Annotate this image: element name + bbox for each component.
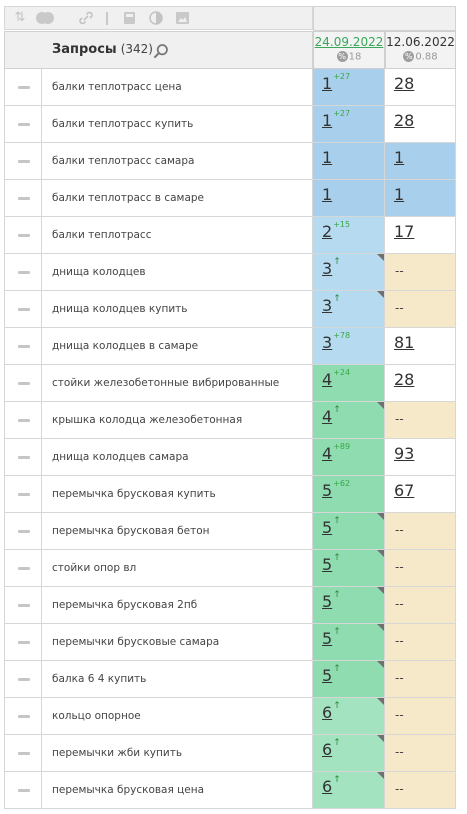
position-cell-date-2[interactable]	[385, 291, 456, 328]
drag-handle-icon	[18, 160, 30, 163]
position-value[interactable]: 81	[394, 333, 415, 352]
position-value[interactable]	[322, 592, 341, 611]
position-cell-date-1[interactable]	[313, 735, 385, 772]
drag-handle-icon	[18, 197, 30, 200]
position-value[interactable]	[322, 481, 350, 500]
row-drag-handle[interactable]	[4, 624, 42, 661]
drag-handle-icon	[18, 604, 30, 607]
position-value[interactable]: 1	[394, 185, 405, 204]
position-number: 6	[322, 703, 333, 722]
position-number: 6	[322, 740, 333, 759]
position-change: ↑	[333, 664, 341, 674]
positions-table	[4, 6, 456, 814]
query-text[interactable]: перемычки жби купить	[42, 735, 313, 772]
position-value[interactable]	[322, 555, 341, 574]
new-entry-marker	[377, 587, 384, 594]
query-text[interactable]: перемычка брусковая цена	[42, 772, 313, 809]
position-value[interactable]	[322, 222, 350, 241]
drag-handle-icon	[18, 123, 30, 126]
position-cell-date-2[interactable]	[385, 328, 456, 365]
new-entry-marker	[377, 624, 384, 631]
queries-label: Запросы	[52, 42, 117, 57]
calculator-icon[interactable]	[122, 11, 136, 25]
position-cell-date-1[interactable]	[313, 661, 385, 698]
row-drag-handle[interactable]	[4, 439, 42, 476]
row-drag-handle[interactable]	[4, 217, 42, 254]
position-cell-date-1[interactable]	[313, 291, 385, 328]
date-column-header-2[interactable]	[385, 31, 456, 69]
new-entry-marker	[377, 254, 384, 261]
position-number: 2	[322, 222, 333, 241]
position-cell-date-2[interactable]	[385, 476, 456, 513]
position-change: ↑	[333, 405, 341, 415]
row-drag-handle[interactable]	[4, 291, 42, 328]
position-number: 4	[322, 444, 333, 463]
row-drag-handle[interactable]	[4, 254, 42, 291]
position-cell-date-2[interactable]	[385, 143, 456, 180]
position-value[interactable]	[322, 666, 341, 685]
position-number: 5	[322, 518, 333, 537]
date-2-label[interactable]: 12.06.2022	[386, 35, 455, 49]
query-text[interactable]: балки теплотрасс купить	[42, 106, 313, 143]
link-icon[interactable]	[79, 11, 93, 25]
position-cell-date-2[interactable]	[385, 698, 456, 735]
queries-count: (342)	[120, 42, 153, 56]
table-row[interactable]	[4, 217, 456, 254]
query-text[interactable]: балка 6 4 купить	[42, 661, 313, 698]
query-text[interactable]: балки теплотрасс в самаре	[42, 180, 313, 217]
position-change: +15	[333, 220, 351, 229]
image-icon[interactable]	[175, 11, 189, 25]
position-change: ↑	[333, 775, 341, 785]
date-column-header-1[interactable]	[313, 31, 385, 69]
query-text[interactable]: перемычка брусковая 2пб	[42, 587, 313, 624]
position-cell-date-2[interactable]	[385, 180, 456, 217]
drag-handle-icon	[18, 567, 30, 570]
query-text[interactable]: перемычки брусковые самара	[42, 624, 313, 661]
position-cell-date-1[interactable]	[313, 365, 385, 402]
query-text[interactable]: кольцо опорное	[42, 698, 313, 735]
position-cell-date-2[interactable]	[385, 513, 456, 550]
new-entry-marker	[377, 550, 384, 557]
position-cell-date-2[interactable]	[385, 587, 456, 624]
row-drag-handle[interactable]	[4, 476, 42, 513]
position-number: 5	[322, 629, 333, 648]
position-cell-date-1[interactable]	[313, 217, 385, 254]
position-value[interactable]	[322, 296, 341, 315]
no-position: --	[395, 782, 404, 796]
table-row[interactable]	[4, 587, 456, 624]
new-entry-marker	[377, 772, 384, 779]
row-drag-handle[interactable]	[4, 402, 42, 439]
row-drag-handle[interactable]	[4, 513, 42, 550]
table-row[interactable]	[4, 661, 456, 698]
position-number: 3	[322, 333, 333, 352]
table-row[interactable]	[4, 291, 456, 328]
position-value[interactable]	[322, 740, 341, 759]
row-drag-handle[interactable]	[4, 180, 42, 217]
position-value[interactable]	[322, 148, 333, 167]
position-value[interactable]: 28	[394, 111, 415, 130]
table-row[interactable]	[4, 106, 456, 143]
toggle-icon[interactable]	[36, 11, 50, 25]
position-value[interactable]	[322, 518, 341, 537]
table-row[interactable]	[4, 735, 456, 772]
no-position: --	[395, 412, 404, 426]
position-cell-date-1[interactable]	[313, 698, 385, 735]
drag-handle-icon	[18, 271, 30, 274]
position-cell-date-2[interactable]	[385, 254, 456, 291]
table-row[interactable]	[4, 772, 456, 809]
position-value[interactable]	[322, 259, 341, 278]
position-cell-date-1[interactable]	[313, 513, 385, 550]
table-row[interactable]	[4, 550, 456, 587]
position-value[interactable]	[322, 444, 350, 463]
position-cell-date-2[interactable]	[385, 439, 456, 476]
table-row[interactable]	[4, 328, 456, 365]
position-change: +62	[333, 479, 351, 488]
position-change: ↑	[333, 257, 341, 267]
position-cell-date-2[interactable]	[385, 365, 456, 402]
sort-icon[interactable]: ⇅	[14, 10, 26, 25]
table-row[interactable]	[4, 439, 456, 476]
position-change: ↑	[333, 590, 341, 600]
position-cell-date-1[interactable]	[313, 69, 385, 106]
table-row[interactable]	[4, 143, 456, 180]
position-cell-date-2[interactable]	[385, 106, 456, 143]
position-change: +89	[333, 442, 351, 451]
position-cell-date-2[interactable]	[385, 550, 456, 587]
position-cell-date-1[interactable]	[313, 143, 385, 180]
position-cell-date-2[interactable]	[385, 661, 456, 698]
query-text[interactable]: стойки опор вл	[42, 550, 313, 587]
position-cell-date-1[interactable]	[313, 402, 385, 439]
query-text[interactable]: перемычка брусковая бетон	[42, 513, 313, 550]
search-icon[interactable]	[153, 43, 169, 59]
row-drag-handle[interactable]	[4, 69, 42, 106]
drag-handle-icon	[18, 678, 30, 681]
row-drag-handle[interactable]	[4, 106, 42, 143]
position-cell-date-2[interactable]	[385, 69, 456, 106]
position-number: 3	[322, 259, 333, 278]
position-number: 5	[322, 555, 333, 574]
position-change: +27	[333, 109, 351, 118]
drag-handle-icon	[18, 641, 30, 644]
drag-handle-icon	[18, 382, 30, 385]
query-text[interactable]: днища колодцев самара	[42, 439, 313, 476]
row-drag-handle[interactable]	[4, 328, 42, 365]
position-cell-date-1[interactable]	[313, 328, 385, 365]
drag-handle-icon	[18, 345, 30, 348]
new-entry-marker	[377, 402, 384, 409]
drag-handle-icon	[18, 308, 30, 311]
position-value[interactable]: 67	[394, 481, 415, 500]
row-drag-handle[interactable]	[4, 550, 42, 587]
position-cell-date-2[interactable]	[385, 772, 456, 809]
position-value[interactable]	[322, 629, 341, 648]
position-value[interactable]	[322, 777, 341, 796]
no-position: --	[395, 301, 404, 315]
row-drag-handle[interactable]	[4, 735, 42, 772]
position-cell-date-2[interactable]	[385, 402, 456, 439]
table-row[interactable]	[4, 624, 456, 661]
position-value[interactable]: 1	[394, 148, 405, 167]
table-row[interactable]	[4, 402, 456, 439]
position-number: 4	[322, 370, 333, 389]
drag-handle-icon	[18, 86, 30, 89]
no-position: --	[395, 745, 404, 759]
drag-handle-icon	[18, 715, 30, 718]
queries-header-title	[52, 42, 153, 57]
drag-handle-icon	[18, 234, 30, 237]
position-number: 1	[322, 74, 333, 93]
position-change: ↑	[333, 627, 341, 637]
position-change: ↑	[333, 701, 341, 711]
date-1-visibility	[314, 51, 384, 63]
drag-handle-icon	[18, 752, 30, 755]
position-value[interactable]: 17	[394, 222, 415, 241]
position-cell-date-1[interactable]	[313, 587, 385, 624]
position-change: ↑	[333, 294, 341, 304]
table-row[interactable]	[4, 180, 456, 217]
toolbar-divider	[106, 12, 108, 25]
position-cell-date-1[interactable]	[313, 550, 385, 587]
query-text[interactable]: балки теплотрасс самара	[42, 143, 313, 180]
drag-handle-icon	[18, 419, 30, 422]
position-value[interactable]	[322, 407, 341, 426]
contrast-icon[interactable]	[149, 11, 163, 25]
position-value[interactable]	[322, 111, 350, 130]
position-number: 1	[322, 148, 333, 167]
date-2-visibility	[386, 51, 455, 63]
position-value[interactable]: 28	[394, 370, 415, 389]
table-row[interactable]	[4, 476, 456, 513]
new-entry-marker	[377, 735, 384, 742]
drag-handle-icon	[18, 789, 30, 792]
drag-handle-icon	[18, 456, 30, 459]
row-drag-handle[interactable]	[4, 772, 42, 809]
position-cell-date-1[interactable]	[313, 624, 385, 661]
query-text[interactable]: днища колодцев в самаре	[42, 328, 313, 365]
position-value[interactable]: 28	[394, 74, 415, 93]
no-position: --	[395, 264, 404, 278]
position-change: +27	[333, 72, 351, 81]
position-value[interactable]	[322, 370, 350, 389]
new-entry-marker	[377, 698, 384, 705]
position-value[interactable]	[322, 185, 333, 204]
position-cell-date-1[interactable]	[313, 772, 385, 809]
table-toolbar	[4, 6, 313, 30]
position-value[interactable]: 93	[394, 444, 415, 463]
position-number: 1	[322, 111, 333, 130]
position-value[interactable]	[322, 74, 350, 93]
query-text[interactable]: перемычка брусковая купить	[42, 476, 313, 513]
position-change: +24	[333, 368, 351, 377]
no-position: --	[395, 671, 404, 685]
table-row[interactable]	[4, 698, 456, 735]
no-position: --	[395, 523, 404, 537]
query-text[interactable]: днища колодцев	[42, 254, 313, 291]
position-number: 5	[322, 592, 333, 611]
row-drag-handle[interactable]	[4, 587, 42, 624]
position-cell-date-2[interactable]	[385, 624, 456, 661]
row-drag-handle[interactable]	[4, 143, 42, 180]
no-position: --	[395, 708, 404, 722]
row-drag-handle[interactable]	[4, 365, 42, 402]
date-1-visibility-value: 18	[348, 51, 362, 63]
new-entry-marker	[377, 291, 384, 298]
position-value[interactable]	[322, 333, 350, 352]
no-position: --	[395, 634, 404, 648]
position-change: ↑	[333, 553, 341, 563]
no-position: --	[395, 597, 404, 611]
position-change: ↑	[333, 516, 341, 526]
position-cell-date-1[interactable]	[313, 106, 385, 143]
position-change: +78	[333, 331, 351, 340]
queries-column-header[interactable]	[4, 31, 313, 69]
position-number: 4	[322, 407, 333, 426]
position-number: 3	[322, 296, 333, 315]
drag-handle-icon	[18, 493, 30, 496]
percent-icon: %	[405, 52, 413, 61]
new-entry-marker	[377, 513, 384, 520]
table-row[interactable]	[4, 254, 456, 291]
table-row[interactable]	[4, 69, 456, 106]
table-row[interactable]	[4, 513, 456, 550]
query-text[interactable]: днища колодцев купить	[42, 291, 313, 328]
query-text[interactable]: стойки железобетонные вибрированные	[42, 365, 313, 402]
position-cell-date-1[interactable]	[313, 439, 385, 476]
row-drag-handle[interactable]	[4, 698, 42, 735]
drag-handle-icon	[18, 530, 30, 533]
position-number: 5	[322, 666, 333, 685]
date-2-visibility-value: 0.88	[415, 51, 438, 63]
position-cell-date-2[interactable]	[385, 217, 456, 254]
position-cell-date-2[interactable]	[385, 735, 456, 772]
table-row[interactable]	[4, 365, 456, 402]
query-text[interactable]: балки теплотрасс	[42, 217, 313, 254]
position-change: ↑	[333, 738, 341, 748]
query-text[interactable]: балки теплотрасс цена	[42, 69, 313, 106]
position-number: 6	[322, 777, 333, 796]
date-columns-top-bar	[313, 6, 456, 31]
no-position: --	[395, 560, 404, 574]
position-cell-date-1[interactable]	[313, 476, 385, 513]
position-cell-date-1[interactable]	[313, 254, 385, 291]
new-entry-marker	[377, 661, 384, 668]
position-cell-date-1[interactable]	[313, 180, 385, 217]
query-text[interactable]: крышка колодца железобетонная	[42, 402, 313, 439]
position-value[interactable]	[322, 703, 341, 722]
percent-icon: %	[338, 52, 346, 61]
row-drag-handle[interactable]	[4, 661, 42, 698]
date-1-link[interactable]: 24.09.2022	[314, 35, 384, 49]
position-number: 5	[322, 481, 333, 500]
position-number: 1	[322, 185, 333, 204]
